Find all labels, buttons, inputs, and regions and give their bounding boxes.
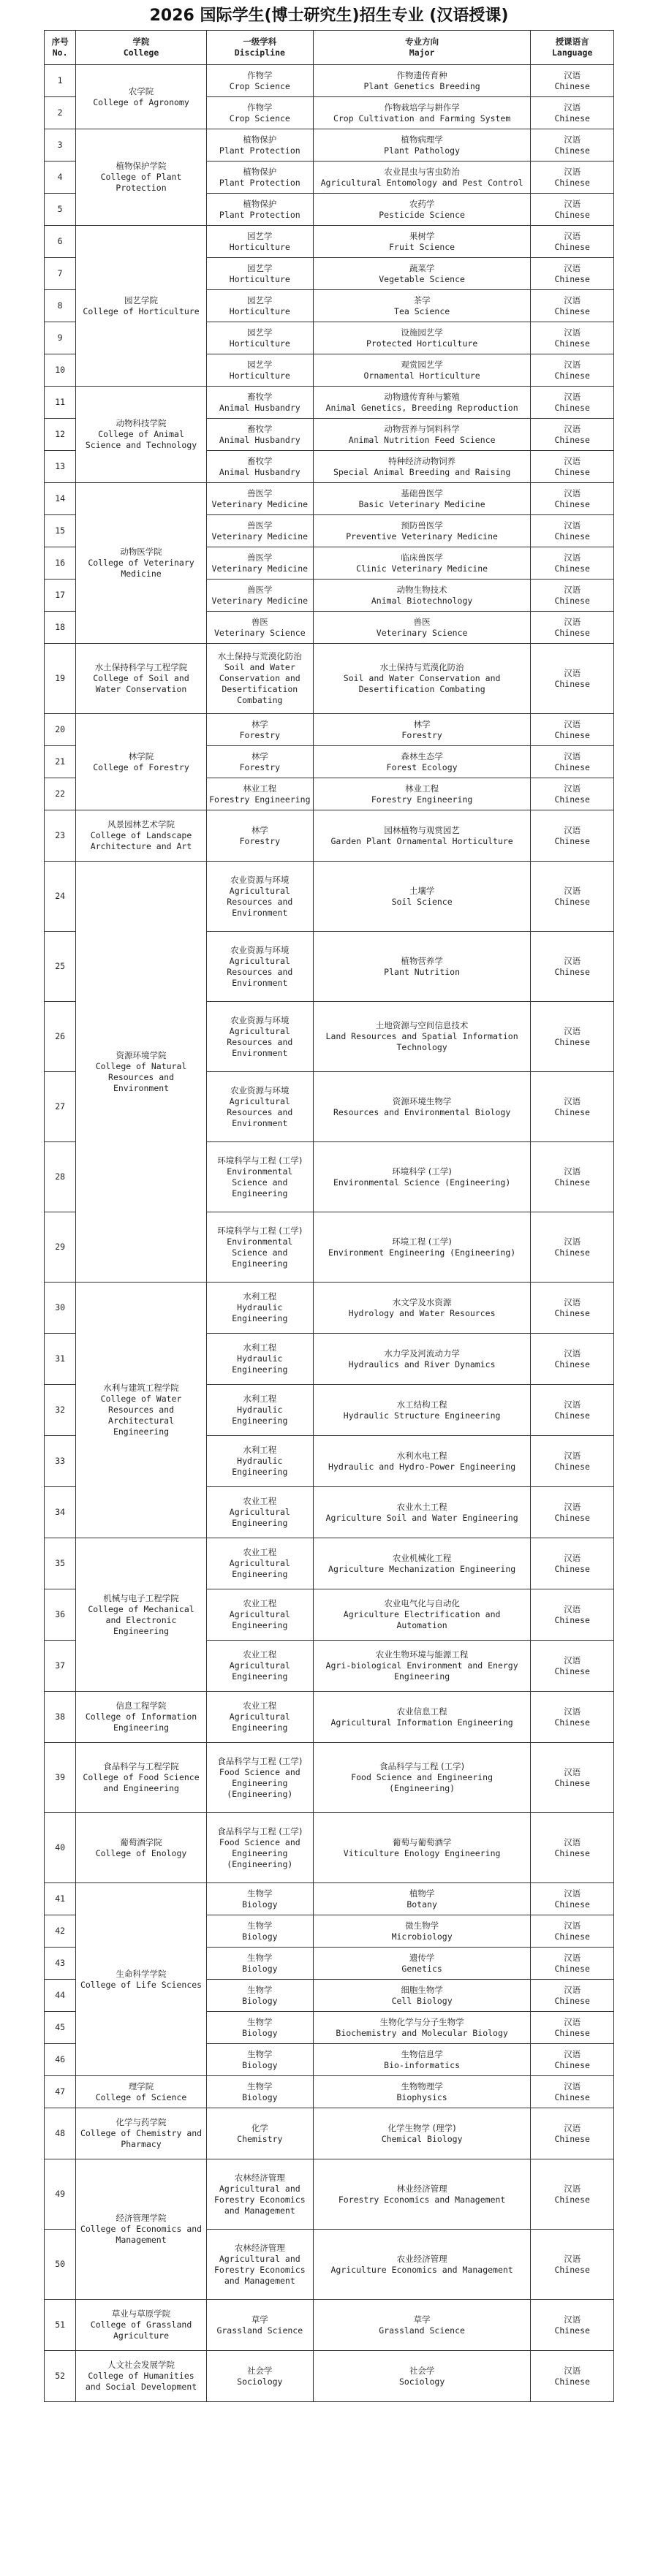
row-number: 17 xyxy=(45,580,76,612)
table-row xyxy=(45,810,614,862)
language-cell: 汉语 Chinese xyxy=(531,1436,614,1487)
row-number: 30 xyxy=(45,1283,76,1334)
table-row xyxy=(45,2159,614,2230)
college-cell: 葡萄酒学院 College of Enology xyxy=(76,1813,207,1883)
language-cell: 汉语 Chinese xyxy=(531,1692,614,1743)
row-number: 21 xyxy=(45,746,76,778)
major-cell: 森林生态学 Forest Ecology xyxy=(313,746,531,778)
row-number: 27 xyxy=(45,1072,76,1142)
row-number: 25 xyxy=(45,932,76,1002)
college-cell: 水土保持科学与工程学院 College of Soil and Water Conservation xyxy=(76,644,207,714)
discipline-cell: 生物学 Biology xyxy=(206,1948,313,1980)
language-cell: 汉语 Chinese xyxy=(531,129,614,162)
major-cell: 葡萄与葡萄酒学 Viticulture Enology Engineering xyxy=(313,1813,531,1883)
major-cell: 动物生物技术 Animal Biotechnology xyxy=(313,580,531,612)
major-cell: 动物营养与饲料科学 Animal Nutrition Feed Science xyxy=(313,419,531,451)
major-cell: 农业机械化工程 Agriculture Mechanization Engineering xyxy=(313,1538,531,1589)
language-cell: 汉语 Chinese xyxy=(531,1743,614,1813)
major-cell: 土壤学 Soil Science xyxy=(313,862,531,932)
row-number: 2 xyxy=(45,97,76,129)
college-cell: 机械与电子工程学院 College of Mechanical and Electronic Engineering xyxy=(76,1538,207,1692)
language-cell: 汉语 Chinese xyxy=(531,612,614,644)
discipline-cell: 农业资源与环境 Agricultural Resources and Environment xyxy=(206,1072,313,1142)
discipline-cell: 林学 Forestry xyxy=(206,746,313,778)
language-cell: 汉语 Chinese xyxy=(531,226,614,258)
language-cell: 汉语 Chinese xyxy=(531,1212,614,1283)
major-cell: 水土保持与荒漠化防治 Soil and Water Conservation and Desertification Combating xyxy=(313,644,531,714)
language-cell: 汉语 Chinese xyxy=(531,1072,614,1142)
language-cell: 汉语 Chinese xyxy=(531,2159,614,2230)
major-cell: 预防兽医学 Preventive Veterinary Medicine xyxy=(313,515,531,547)
discipline-cell: 林学 Forestry xyxy=(206,810,313,862)
language-cell: 汉语 Chinese xyxy=(531,746,614,778)
language-cell: 汉语 Chinese xyxy=(531,1283,614,1334)
college-cell: 林学院 College of Forestry xyxy=(76,714,207,810)
discipline-cell: 作物学 Crop Science xyxy=(206,97,313,129)
row-number: 10 xyxy=(45,354,76,387)
major-cell: 茶学 Tea Science xyxy=(313,290,531,322)
discipline-cell: 兽医学 Veterinary Medicine xyxy=(206,580,313,612)
row-number: 11 xyxy=(45,387,76,419)
major-cell: 草学 Grassland Science xyxy=(313,2300,531,2351)
discipline-cell: 化学 Chemistry xyxy=(206,2108,313,2159)
major-cell: 林业经济管理 Forestry Economics and Management xyxy=(313,2159,531,2230)
row-number: 33 xyxy=(45,1436,76,1487)
row-number: 9 xyxy=(45,322,76,354)
language-cell: 汉语 Chinese xyxy=(531,932,614,1002)
language-cell: 汉语 Chinese xyxy=(531,419,614,451)
discipline-cell: 社会学 Sociology xyxy=(206,2351,313,2402)
header-major: 专业方向 Major xyxy=(313,31,531,65)
major-cell: 细胞生物学 Cell Biology xyxy=(313,1980,531,2012)
major-cell: 环境科学 (工学) Environmental Science (Engineering) xyxy=(313,1142,531,1212)
discipline-cell: 生物学 Biology xyxy=(206,2044,313,2076)
language-cell: 汉语 Chinese xyxy=(531,1385,614,1436)
language-cell: 汉语 Chinese xyxy=(531,65,614,97)
major-cell: 兽医 Veterinary Science xyxy=(313,612,531,644)
language-cell: 汉语 Chinese xyxy=(531,483,614,515)
row-number: 48 xyxy=(45,2108,76,2159)
major-cell: 植物病理学 Plant Pathology xyxy=(313,129,531,162)
header-discipline: 一级学科 Discipline xyxy=(206,31,313,65)
major-cell: 生物信息学 Bio-informatics xyxy=(313,2044,531,2076)
language-cell: 汉语 Chinese xyxy=(531,1813,614,1883)
major-cell: 土地资源与空间信息技术 Land Resources and Spatial Information Technology xyxy=(313,1002,531,1072)
language-cell: 汉语 Chinese xyxy=(531,1142,614,1212)
discipline-cell: 水土保持与荒漠化防治 Soil and Water Conservation and Desertification Combating xyxy=(206,644,313,714)
college-cell: 人文社会发展学院 College of Humanities and Social Development xyxy=(76,2351,207,2402)
discipline-cell: 生物学 Biology xyxy=(206,2012,313,2044)
discipline-cell: 畜牧学 Animal Husbandry xyxy=(206,451,313,483)
major-cell: 蔬菜学 Vegetable Science xyxy=(313,258,531,290)
major-cell: 农业生物环境与能源工程 Agri-biological Environment and Energy Engineering xyxy=(313,1641,531,1692)
discipline-cell: 生物学 Biology xyxy=(206,1915,313,1948)
discipline-cell: 食品科学与工程 (工学) Food Science and Engineering (Engineering) xyxy=(206,1813,313,1883)
language-cell: 汉语 Chinese xyxy=(531,2300,614,2351)
major-cell: 生物物理学 Biophysics xyxy=(313,2076,531,2108)
major-cell: 特种经济动物饲养 Special Animal Breeding and Raising xyxy=(313,451,531,483)
discipline-cell: 畜牧学 Animal Husbandry xyxy=(206,387,313,419)
table-row xyxy=(45,65,614,97)
language-cell: 汉语 Chinese xyxy=(531,258,614,290)
major-cell: 农业昆虫与害虫防治 Agricultural Entomology and Pest Control xyxy=(313,162,531,194)
discipline-cell: 农业工程 Agricultural Engineering xyxy=(206,1641,313,1692)
language-cell: 汉语 Chinese xyxy=(531,1002,614,1072)
college-cell: 化学与药学院 College of Chemistry and Pharmacy xyxy=(76,2108,207,2159)
major-cell: 农业电气化与自动化 Agriculture Electrification and Automation xyxy=(313,1589,531,1641)
major-cell: 农业水土工程 Agriculture Soil and Water Engineering xyxy=(313,1487,531,1538)
language-cell: 汉语 Chinese xyxy=(531,2230,614,2300)
discipline-cell: 生物学 Biology xyxy=(206,1980,313,2012)
row-number: 12 xyxy=(45,419,76,451)
language-cell: 汉语 Chinese xyxy=(531,1641,614,1692)
language-cell: 汉语 Chinese xyxy=(531,2044,614,2076)
row-number: 52 xyxy=(45,2351,76,2402)
table-row xyxy=(45,483,614,515)
major-cell: 社会学 Sociology xyxy=(313,2351,531,2402)
major-cell: 设施园艺学 Protected Horticulture xyxy=(313,322,531,354)
row-number: 24 xyxy=(45,862,76,932)
table-row xyxy=(45,2076,614,2108)
row-number: 38 xyxy=(45,1692,76,1743)
table-row xyxy=(45,1692,614,1743)
language-cell: 汉语 Chinese xyxy=(531,580,614,612)
discipline-cell: 环境科学与工程 (工学) Environmental Science and Engineering xyxy=(206,1212,313,1283)
header-language: 授课语言 Language xyxy=(531,31,614,65)
discipline-cell: 园艺学 Horticulture xyxy=(206,226,313,258)
language-cell: 汉语 Chinese xyxy=(531,1915,614,1948)
discipline-cell: 食品科学与工程 (工学) Food Science and Engineering (Engineering) xyxy=(206,1743,313,1813)
row-number: 3 xyxy=(45,129,76,162)
language-cell: 汉语 Chinese xyxy=(531,354,614,387)
discipline-cell: 水利工程 Hydraulic Engineering xyxy=(206,1385,313,1436)
major-cell: 水文学及水资源 Hydrology and Water Resources xyxy=(313,1283,531,1334)
row-number: 20 xyxy=(45,714,76,746)
language-cell: 汉语 Chinese xyxy=(531,547,614,580)
college-cell: 植物保护学院 College of Plant Protection xyxy=(76,129,207,226)
major-cell: 作物遗传育种 Plant Genetics Breeding xyxy=(313,65,531,97)
college-cell: 食品科学与工程学院 College of Food Science and Engineering xyxy=(76,1743,207,1813)
major-cell: 林学 Forestry xyxy=(313,714,531,746)
table-header xyxy=(45,31,614,65)
major-cell: 环境工程 (工学) Environment Engineering (Engineering) xyxy=(313,1212,531,1283)
discipline-cell: 农业工程 Agricultural Engineering xyxy=(206,1589,313,1641)
college-cell: 动物医学院 College of Veterinary Medicine xyxy=(76,483,207,644)
major-cell: 动物遗传育种与繁殖 Animal Genetics, Breeding Reproduction xyxy=(313,387,531,419)
table-row xyxy=(45,2108,614,2159)
language-cell: 汉语 Chinese xyxy=(531,1538,614,1589)
row-number: 37 xyxy=(45,1641,76,1692)
major-cell: 微生物学 Microbiology xyxy=(313,1915,531,1948)
header-college: 学院 College xyxy=(76,31,207,65)
college-cell: 水利与建筑工程学院 College of Water Resources and Architectural Engineering xyxy=(76,1283,207,1538)
discipline-cell: 水利工程 Hydraulic Engineering xyxy=(206,1436,313,1487)
row-number: 19 xyxy=(45,644,76,714)
language-cell: 汉语 Chinese xyxy=(531,1948,614,1980)
row-number: 46 xyxy=(45,2044,76,2076)
language-cell: 汉语 Chinese xyxy=(531,2076,614,2108)
row-number: 39 xyxy=(45,1743,76,1813)
row-number: 29 xyxy=(45,1212,76,1283)
row-number: 16 xyxy=(45,547,76,580)
row-number: 35 xyxy=(45,1538,76,1589)
college-cell: 园艺学院 College of Horticulture xyxy=(76,226,207,387)
table-row xyxy=(45,1283,614,1334)
language-cell: 汉语 Chinese xyxy=(531,322,614,354)
major-cell: 林业工程 Forestry Engineering xyxy=(313,778,531,810)
discipline-cell: 植物保护 Plant Protection xyxy=(206,129,313,162)
language-cell: 汉语 Chinese xyxy=(531,162,614,194)
college-cell: 资源环境学院 College of Natural Resources and Environment xyxy=(76,862,207,1283)
discipline-cell: 作物学 Crop Science xyxy=(206,65,313,97)
table-row xyxy=(45,862,614,932)
language-cell: 汉语 Chinese xyxy=(531,862,614,932)
row-number: 32 xyxy=(45,1385,76,1436)
college-cell: 草业与草原学院 College of Grassland Agriculture xyxy=(76,2300,207,2351)
row-number: 51 xyxy=(45,2300,76,2351)
row-number: 41 xyxy=(45,1883,76,1915)
major-cell: 生物化学与分子生物学 Biochemistry and Molecular Biology xyxy=(313,2012,531,2044)
header-no: 序号 No. xyxy=(45,31,76,65)
major-cell: 植物营养学 Plant Nutrition xyxy=(313,932,531,1002)
college-cell: 理学院 College of Science xyxy=(76,2076,207,2108)
discipline-cell: 水利工程 Hydraulic Engineering xyxy=(206,1283,313,1334)
row-number: 26 xyxy=(45,1002,76,1072)
row-number: 49 xyxy=(45,2159,76,2230)
table-body xyxy=(45,65,614,2402)
major-cell: 水工结构工程 Hydraulic Structure Engineering xyxy=(313,1385,531,1436)
discipline-cell: 兽医学 Veterinary Medicine xyxy=(206,483,313,515)
discipline-cell: 兽医学 Veterinary Medicine xyxy=(206,515,313,547)
language-cell: 汉语 Chinese xyxy=(531,515,614,547)
discipline-cell: 农林经济管理 Agricultural and Forestry Economics and Management xyxy=(206,2230,313,2300)
language-cell: 汉语 Chinese xyxy=(531,1883,614,1915)
language-cell: 汉语 Chinese xyxy=(531,290,614,322)
table-row xyxy=(45,226,614,258)
discipline-cell: 农业资源与环境 Agricultural Resources and Environment xyxy=(206,932,313,1002)
row-number: 1 xyxy=(45,65,76,97)
discipline-cell: 草学 Grassland Science xyxy=(206,2300,313,2351)
row-number: 34 xyxy=(45,1487,76,1538)
language-cell: 汉语 Chinese xyxy=(531,97,614,129)
major-cell: 观赏园艺学 Ornamental Horticulture xyxy=(313,354,531,387)
row-number: 22 xyxy=(45,778,76,810)
major-cell: 临床兽医学 Clinic Veterinary Medicine xyxy=(313,547,531,580)
row-number: 5 xyxy=(45,194,76,226)
major-cell: 遗传学 Genetics xyxy=(313,1948,531,1980)
language-cell: 汉语 Chinese xyxy=(531,2351,614,2402)
discipline-cell: 林业工程 Forestry Engineering xyxy=(206,778,313,810)
row-number: 6 xyxy=(45,226,76,258)
discipline-cell: 生物学 Biology xyxy=(206,2076,313,2108)
discipline-cell: 农业工程 Agricultural Engineering xyxy=(206,1692,313,1743)
row-number: 4 xyxy=(45,162,76,194)
row-number: 18 xyxy=(45,612,76,644)
row-number: 36 xyxy=(45,1589,76,1641)
college-cell: 经济管理学院 College of Economics and Management xyxy=(76,2159,207,2300)
row-number: 44 xyxy=(45,1980,76,2012)
language-cell: 汉语 Chinese xyxy=(531,810,614,862)
major-cell: 园林植物与观赏园艺 Garden Plant Ornamental Horticulture xyxy=(313,810,531,862)
row-number: 50 xyxy=(45,2230,76,2300)
language-cell: 汉语 Chinese xyxy=(531,644,614,714)
row-number: 14 xyxy=(45,483,76,515)
major-cell: 食品科学与工程 (工学) Food Science and Engineering (Engineering) xyxy=(313,1743,531,1813)
table-row xyxy=(45,714,614,746)
college-cell: 生命科学学院 College of Life Sciences xyxy=(76,1883,207,2076)
language-cell: 汉语 Chinese xyxy=(531,778,614,810)
major-cell: 植物学 Botany xyxy=(313,1883,531,1915)
discipline-cell: 林学 Forestry xyxy=(206,714,313,746)
discipline-cell: 园艺学 Horticulture xyxy=(206,354,313,387)
college-cell: 信息工程学院 College of Information Engineering xyxy=(76,1692,207,1743)
discipline-cell: 农业资源与环境 Agricultural Resources and Environment xyxy=(206,1002,313,1072)
major-cell: 化学生物学 (理学) Chemical Biology xyxy=(313,2108,531,2159)
table-row xyxy=(45,1813,614,1883)
row-number: 31 xyxy=(45,1334,76,1385)
discipline-cell: 生物学 Biology xyxy=(206,1883,313,1915)
table-row xyxy=(45,1743,614,1813)
discipline-cell: 兽医 Veterinary Science xyxy=(206,612,313,644)
major-cell: 水力学及河流动力学 Hydraulics and River Dynamics xyxy=(313,1334,531,1385)
table-row xyxy=(45,2300,614,2351)
language-cell: 汉语 Chinese xyxy=(531,2012,614,2044)
table-row xyxy=(45,1538,614,1589)
college-cell: 动物科技学院 College of Animal Science and Technology xyxy=(76,387,207,483)
language-cell: 汉语 Chinese xyxy=(531,194,614,226)
discipline-cell: 农业工程 Agricultural Engineering xyxy=(206,1487,313,1538)
language-cell: 汉语 Chinese xyxy=(531,714,614,746)
language-cell: 汉语 Chinese xyxy=(531,1980,614,2012)
row-number: 28 xyxy=(45,1142,76,1212)
program-table xyxy=(44,30,614,2402)
language-cell: 汉语 Chinese xyxy=(531,1589,614,1641)
discipline-cell: 植物保护 Plant Protection xyxy=(206,162,313,194)
discipline-cell: 水利工程 Hydraulic Engineering xyxy=(206,1334,313,1385)
page-title: 2026 国际学生(博士研究生)招生专业 (汉语授课) xyxy=(149,7,509,25)
row-number: 42 xyxy=(45,1915,76,1948)
discipline-cell: 植物保护 Plant Protection xyxy=(206,194,313,226)
table-row xyxy=(45,129,614,162)
table-row xyxy=(45,2351,614,2402)
major-cell: 作物栽培学与耕作学 Crop Cultivation and Farming System xyxy=(313,97,531,129)
discipline-cell: 畜牧学 Animal Husbandry xyxy=(206,419,313,451)
major-cell: 基础兽医学 Basic Veterinary Medicine xyxy=(313,483,531,515)
language-cell: 汉语 Chinese xyxy=(531,2108,614,2159)
language-cell: 汉语 Chinese xyxy=(531,1334,614,1385)
major-cell: 农业经济管理 Agriculture Economics and Management xyxy=(313,2230,531,2300)
discipline-cell: 农业工程 Agricultural Engineering xyxy=(206,1538,313,1589)
table-row xyxy=(45,1883,614,1915)
row-number: 13 xyxy=(45,451,76,483)
discipline-cell: 兽医学 Veterinary Medicine xyxy=(206,547,313,580)
row-number: 8 xyxy=(45,290,76,322)
table-row xyxy=(45,644,614,714)
row-number: 40 xyxy=(45,1813,76,1883)
major-cell: 水利水电工程 Hydraulic and Hydro-Power Engineering xyxy=(313,1436,531,1487)
major-cell: 农药学 Pesticide Science xyxy=(313,194,531,226)
table-row xyxy=(45,387,614,419)
discipline-cell: 农业资源与环境 Agricultural Resources and Environment xyxy=(206,862,313,932)
major-cell: 资源环境生物学 Resources and Environmental Biology xyxy=(313,1072,531,1142)
row-number: 23 xyxy=(45,810,76,862)
language-cell: 汉语 Chinese xyxy=(531,451,614,483)
major-cell: 农业信息工程 Agricultural Information Engineering xyxy=(313,1692,531,1743)
discipline-cell: 农林经济管理 Agricultural and Forestry Economics and Management xyxy=(206,2159,313,2230)
language-cell: 汉语 Chinese xyxy=(531,1487,614,1538)
row-number: 15 xyxy=(45,515,76,547)
row-number: 43 xyxy=(45,1948,76,1980)
discipline-cell: 园艺学 Horticulture xyxy=(206,258,313,290)
college-cell: 风景园林艺术学院 College of Landscape Architecture and Art xyxy=(76,810,207,862)
discipline-cell: 环境科学与工程 (工学) Environmental Science and Engineering xyxy=(206,1142,313,1212)
row-number: 47 xyxy=(45,2076,76,2108)
language-cell: 汉语 Chinese xyxy=(531,387,614,419)
major-cell: 果树学 Fruit Science xyxy=(313,226,531,258)
row-number: 45 xyxy=(45,2012,76,2044)
discipline-cell: 园艺学 Horticulture xyxy=(206,290,313,322)
row-number: 7 xyxy=(45,258,76,290)
college-cell: 农学院 College of Agronomy xyxy=(76,65,207,129)
discipline-cell: 园艺学 Horticulture xyxy=(206,322,313,354)
